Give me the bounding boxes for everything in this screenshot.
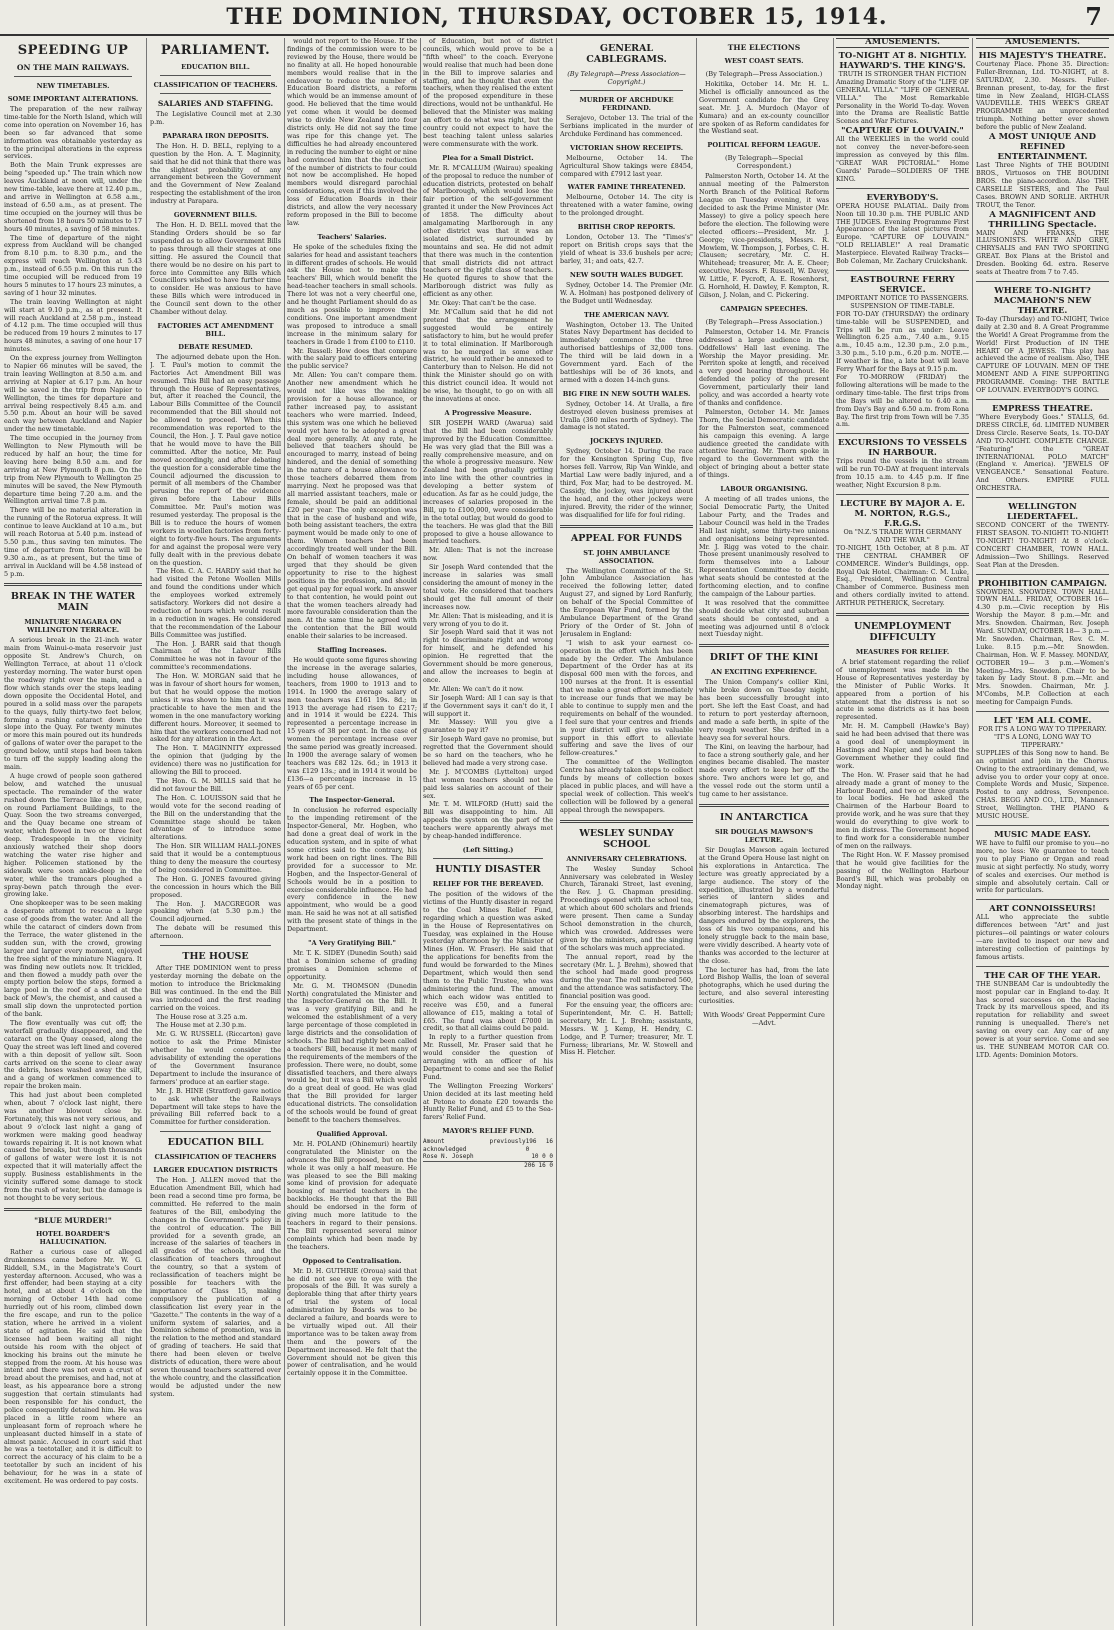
- ad-headline: A MAGNIFICENT AND THRILLING Spectacle.: [988, 209, 1097, 230]
- article-paragraph: "I wish to ask your earnest co-operation in the effort which has been made by the Order. The Ambulance Department of the Order has at its disposal 600 men with the forces, and 100 nurses at the front. It is essential that we make a great effort immediately to increase our funds that we may be able to continue to supply men and the requirements on behalf of the wounded. I feel sure that your centres and friends in your district will give us valuable support in this effort to alleviate suffering and save the lives of our fellow-creatures.": [560, 638, 693, 758]
- subheadline: EDUCATION BILL.: [181, 63, 250, 71]
- column-8: [976, 38, 1109, 1626]
- article-paragraph: would not report to the House. If the findings of the commission were to be reviewed by the House, there would be no finality at all. He hoped honourable members would realise that in the endeavour to reduce the number of Education Board districts, a reform which would be an immense amount of good. He believed that the time would yet come when it would be deemed wise to divide New Zealand into four districts only. He did not say the time was ripe for this change yet. The difficulties he had already encountered in reducing the number to eight or nine had convinced him that the reduction of the number of districts to four could not now be accomplished. He hoped members would disregard parochial considerations, even if this involved the loss of Education Boards in their districts, and allow the very necessary reform proposed in the Bill to become law.: [287, 38, 417, 227]
- article-paragraph: Mr. Russell: How does that compare with the salary paid to officers entering the public service?: [287, 346, 417, 371]
- ad-headline: WHERE TO-NIGHT? MACMAHON'S NEW THEATRE.: [993, 285, 1092, 316]
- article-paragraph: The Hon. H. D. BELL, replying to a question by the Hon. A. T. Maginnity, said that he did not think that there was the slightest probability of any arrangement between the Government and the Government of New Zealand respecting the establishment of the iron industry at Parapara.: [150, 141, 281, 206]
- ad-text: FOR TO-DAY (THURSDAY) the ordinary time-table will be SUSPENDED, and Trips will be run as under: Leave Wellington 6.25 a.m., 7.40 a.m., 9.15 a.m., 10.45 a.m., 12.30 p.m., 2.0 p.m., 3.30 p.m., 5.10 p.m., 6.20 p.m. NOTE.—If weather is fine, a late boat will leave Ferry Wharf for the Bays at 9.15 p.m.: [836, 309, 969, 374]
- byline: (By Telegraph—Press Association.): [705, 70, 823, 78]
- article-paragraph: Rather a curious case of alleged drunkenness came before Mr. W. G. Riddell, S.M., in the Magistrate's Court yesterday afternoon. Accused, who was a first offender, had been staying at a city hotel, and at about 4 o'clock on the morning of October 14th had come hurriedly out of his room, climbed down the fire escape, and run to the police station, where he arrived in a violent state of agitation. He said that the licensee had been waiting all night outside his room with the object of knocking his brains out the minute he stepped from the room. At his house was intent and there was not even a crust of bread about the premises, and had, not at least, as his appearance bore a strong suggestion that certain stimulants had been responsible for his conduct, the police consequently detained him. He was placed in a little room where an unpleasant form of reproach where he unpleasant ducted himself in a state of almost panic. Accused in court said that he was a teetotaller, and it is difficult to correct the accuracy of his claim to be a teetotaller by such an incident of his behaviour, for he was in a state of excitement. He was ordered to pay costs.: [4, 1247, 142, 1486]
- subheadline: ANNIVERSARY CELEBRATIONS.: [566, 854, 687, 863]
- article-paragraph: The Wesley Sunday School Anniversary was celebrated in Wesley Church, Taranaki Street, last evening, the Rev. J. G. Chapman presiding. Proceedings opened with the school tea, at which about 600 scholars and friends were present. Then came a Sunday School demonstration in the church, which was crowded. Addresses were given by the ministers, and the singing of the scholars was much appreciated.: [560, 864, 693, 952]
- advertisement-footnote: With Woods' Great Peppermint Cure —Advt.: [703, 1011, 825, 1028]
- article-paragraph: Sir Joseph Ward said that it was not right to discriminate right and wrong for himself, and he defended his opinion. He regretted that the Government should be more generous, and allow the increases to begin at once.: [423, 628, 553, 684]
- ad-line: FOR IT'S A LONG WAY TO TIPPERARY.: [978, 725, 1107, 734]
- advertisement: [976, 404, 1109, 493]
- article-paragraph: Mr. M'Callum said that he did not pretend that the arrangement he suggested would be entirely satisfactory to him, but he would prefer it to total elimination. If Marlborough was to be merged in some other district, he would rather be annexed to Canterbury than to Nelson. He did not think the Minister should go on with this district council idea. It would not be wise, he thought, to go on with all the innovations at once.: [423, 308, 553, 403]
- section-heading: CAMPAIGN SPEECHES.: [720, 304, 808, 313]
- column-rule: [146, 38, 147, 1626]
- article-paragraph: The Hon. H. D. BELL moved that the Standing Orders should be so far suspended as to allow Government Bills to pass through all their stages at one sitting. He assured the Council that there would be no desire on his part to force into Committee any Bills which Councillors wished to have further time to consider. He was anxious to have these Bills which were introduced in the Council sent down to the other Chamber without delay.: [150, 221, 281, 317]
- subheadline: MEASURES FOR RELIEF.: [855, 648, 950, 657]
- ad-text: THE SUNBEAM Car is undoubtedly the most popular car in England to-day. It has scored successes on the Racing Track by its marvellous speed, and its reputation for reliability and sweet running is unequalled. There's net saving on every car. Any car of any power is at your service. Come and see us. THE SUNBEAM MOTOR CAR CO. LTD. Agents: Dominion Motors.: [976, 979, 1109, 1059]
- article-paragraph: One shopkeeper was to be seen making a desperate attempt to rescue a large case of goods from the water. And all the while the cataract of cinders down from the Terrace, the water glistened in the sudden sun, with the crowd, growing larger and larger every moment, enjoyed the free sight of the miniature Niagara. It was finding new outlets now. It trickled, and then flowed a muddy path over the empty portion below the steps, formed a large pool in the roof of a shed at the back of Mew's, the chemist, and caused a small slip down the unprotected portion of the bank.: [4, 899, 142, 1019]
- section-heading: WATER FAMINE THREATENED.: [567, 183, 686, 192]
- headline: HUNTLY DISASTER: [435, 864, 541, 875]
- article-paragraph: Palmerston, October 14. Mr. Francis addressed a large audience in the Oddfellows' Hall last evening. The Worship the Mayor presiding. Mr. Perriton spoke at length, and received a very good hearing throughout. He defended the policy of the present Government, particularly their land policy, and was accorded a hearty vote of thanks and confidence.: [699, 327, 829, 407]
- column-3: [287, 38, 417, 1626]
- article-paragraph: The Right Hon. W. F. Massey promised that he would give facilities for the passing of the Wellington Harbour Board's Bill, which was probably on Monday night.: [836, 850, 969, 891]
- article-paragraph: The committee of the Wellington Centre has already taken steps to collect funds by means of collection boxes placed in public places, and will have a special week of collection. This week's collection will be followed by a general appeal through the newspapers.: [560, 758, 693, 814]
- article-paragraph: Mr. Massey: Will you give a guarantee to pay it?: [423, 718, 553, 735]
- ad-headline: "CAPTURE OF LOUVAIN.": [841, 126, 964, 137]
- subheadline: CLASSIFICATION OF TEACHERS.: [153, 81, 278, 89]
- article-paragraph: Mr. T. M. WILFORD (Hutt) said the Bill was disappointing to him. All appeals the system on the part of the teachers were apparently always met by cheap-handed indifference.: [423, 800, 553, 841]
- headline: GENERAL CABLEGRAMS.: [586, 43, 667, 65]
- ad-line: IMPORTANT NOTICE TO PASSENGERS.: [836, 293, 969, 302]
- column-6: [699, 38, 829, 1626]
- byline: (By Telegraph—Press Association.): [705, 317, 823, 326]
- article-paragraph: The Hon. G. JONES favoured giving the concession in hours which the Bill proposed.: [150, 874, 281, 899]
- advertisement: [836, 499, 969, 608]
- advertisement: [976, 716, 1109, 821]
- column-7: [836, 38, 969, 1626]
- ad-text: ALL who appreciate the subtle differences between "Art" and just pictures—oil paintings or water colours—are invited to inspect our new and interesting collection of paintings by famous artists.: [976, 913, 1109, 961]
- section-heading: VICTORIAN SHOW RECEIPTS.: [569, 143, 684, 152]
- headline: UNEMPLOYMENT DIFFICULTY: [853, 621, 952, 644]
- section-heading: PAPARARA IRON DEPOSITS.: [162, 131, 269, 140]
- article-paragraph: He spoke of the schedules fixing the salaries for head and assistant teachers in different grades of schools. He would ask the House not to make this teachers' Bill, which would benefit the head-teacher teachers in small schools. There lot was not a very cheerful one, and he thought Parliament should do as much as possible to improve their conditions. One important amendment was proposed to introduce a small increase in the minimum salary for teachers in Grade 1 from £100 to £110.: [287, 242, 417, 346]
- article-paragraph: In reply to a further question from Mr. Russell, Mr. Fraser said that he would consider the question of arranging with an officer of his Department to come and see the Relief Fund.: [423, 1033, 553, 1081]
- article-paragraph: The train leaving Wellington at night will start at 9.10 p.m., as at present. It will reach Auckland at 2.58 p.m., instead of 4.12 p.m. The time occupied will thus be reduced from 19 hours 2 minutes to 17 hours 48 minutes, a saving of one hour 17 minutes.: [4, 297, 142, 354]
- subheadline: AN EXCITING EXPERIENCE.: [710, 668, 818, 677]
- article-paragraph: A meeting of all trades unions, the Social Democratic Party, the United Labour Party, and the Trades and Labour Council was held in the Trades Hall last night, some thirty-two unions and organisations being represented. Mr. J. Rigg was voted to the chair. Those present unanimously resolved to form themselves into a Labour Representation Committee to decide what seats should be contested at the forthcoming election, and to confine the campaign of the Labour parties.: [699, 495, 829, 598]
- column-rule: [972, 38, 973, 1626]
- newspaper-title: THE DOMINION, THURSDAY, OCTOBER 15, 1914.: [226, 4, 888, 30]
- article-paragraph: The Hon. J. ALLEN moved that the Education Amendment Bill, which had been read a second time pro forma, be committed. He referred to the main features of the Bill, embodying the changes in the Government's policy in the control of education. The Bill provided for a seventh grade, an increase of the salaries of teachers in all grades of the schools, and the classification of teachers throughout the country, so that a system of reclassification of teachers might be possible for teachers with the importance of Class 15, making compulsory the publication of a classification list every year in the "Gazette." The contents in the way of a uniform system of salaries, and a Dominion scheme of promotion, was in the relation to the method and standard of grading of teachers. He said that there had been eleven or twelve districts of education, there were about seven thousand teachers scattered over the whole country, and the classification would be adjusted under the new system.: [150, 1176, 281, 1398]
- article-paragraph: A brief statement regarding the relief of unemployment was made in the House of Representatives yesterday by the Minister of Public Works. It appeared from a portion of his statement that the distress is not so acute in some districts as it has been represented.: [836, 658, 969, 722]
- article-paragraph: Mr. D. H. GUTHRIE (Oroua) said that he did not see eye to eye with the proposals of the Bill. It was surely a deplorable thing that after thirty years of trial the system of local administration by Boards was to be declared a failure, and boards were to be virtually wiped out. All their importance was to be taken away from them and the powers of the Department increased. He felt that the Government should not be given this power of centralisation, and he would certainly oppose it in the Committee.: [287, 1266, 417, 1378]
- article-paragraph: The Legislative Council met at 2.30 p.m.: [150, 110, 281, 126]
- ad-line: TRUTH IS STRONGER THAN FICTION: [838, 69, 967, 78]
- advertisement: [836, 275, 969, 429]
- article-paragraph: The Hon. C. A. C. HARDY said that he had visited the Petone Woollen Mills and found the conditions under which the employees worked extremely satisfactory. Workers did not desire a reduction of hours which would result in a reduction in wages. He considered that the recommendation of the Labour Bills Committee was justified.: [150, 567, 281, 639]
- headline: "BLUE MURDER!": [34, 1215, 112, 1225]
- subheadline: RELIEF FOR THE BEREAVED.: [432, 880, 544, 888]
- section-heading: MAYOR'S RELIEF FUND.: [442, 1127, 534, 1136]
- relief-amount: 196 16 0: [525, 1138, 553, 1153]
- ad-text: To-day (Thursday) and TO-NIGHT, Twice daily at 2.30 and 8. A Great Programme the World! A Great Programme from the World! First Production of IN THE HEART OF A JEWESS. This play has achieved the acme of realism. Also, THE CAPTURE OF LOUVAIN. MEN OF THE MOMENT AND A FINE SUPPORTING PROGRAMME. Coming: THE BATTLE OF LOUVAIN. EVERYBODY'S GOING.: [976, 314, 1109, 395]
- article-paragraph: The Wellington Freezing Workers' Union decided at its last meeting held at Petone to donate £20 towards the Huntly Relief Fund, and £5 to the Sea-farers' Relief Fund.: [423, 1081, 553, 1122]
- article-paragraph: The Union Company's collier Kini, while broke down on Tuesday night, has been successfully brought into port. She left the East Coast, and had to return to port yesterday afternoon, and made a safe berth, in spite of the very rough weather. She drifted in a heavy sea for several hours.: [699, 678, 829, 742]
- ad-text: SECOND CONCERT of the TWENTY-FIRST SEASON. TO-NIGHT! TO-NIGHT! TO-NIGHT! TO-NIGHT! At 8 o'clock. CONCERT CHAMBER, TOWN HALL. Admission—Two Shillings. Reserved Seat Plan at the Dresden.: [976, 521, 1109, 569]
- subheadline: WEST COAST SEATS.: [724, 57, 804, 65]
- ad-text: For TO-MORROW (FRIDAY) the following alterations will be made to the ordinary time-table. The first trips from the Bays will be altered to 6.40 a.m. from Day's Bay and 6.50 a.m. from Rona Bay. The first trip from Town will be 7.35 a.m.: [836, 373, 969, 429]
- article-paragraph: Sir Douglas Mawson again lectured at the Grand Opera House last night on his explorations in Antarctica. The lecture was greatly appreciated by a large audience. The story of the expedition, illustrated by a wonderful series of lantern slides and cinematograph pictures, was of absorbing interest. The hardships and dangers endured by the explorers, the loss of his two companions, and his lonely struggle back to the main base, were vividly described. A hearty vote of thanks was accorded to the lecturer at the close.: [699, 845, 829, 965]
- headline: THE HOUSE: [182, 951, 249, 963]
- section-heading: GOVERNMENT BILLS.: [173, 211, 258, 220]
- article-paragraph: Palmerston, October 14. Mr. James Thorn, the Social Democratic candidate for the Palmerston seat, commenced his campaign this evening. A large audience greeted the candidate with attentive hearing. Mr. Thorn spoke in regard to the Government with the object of bringing about a better state of things.: [699, 407, 829, 480]
- article-paragraph: The adjourned debate upon the Hon. J. T. Paul's motion to commit the Factories Act Amendment Bill was resumed. This Bill had an easy passage through the House of Representatives, but, after it reached the Council, the Labour Bills Committee of the Council recommended that the Bill should not be allowed to proceed. When this recommendation was reported to the Council, the Hon. J. T. Paul gave notice that he would move to have the Bill committed. After the notice, Mr. Paul moved accordingly, and after debating the question for a considerable time the Council adjourned the discussion to permit of all members of the Chamber perusing the report of the evidence given before the Labour Bills Committee. Mr. Paul's motion was resumed yesterday. The proposal is the Bill is to reduce the hours of women workers in woollen factories from forty-eight to forty-five hours. The arguments for and against the proposal were very fully dealt with in the previous debate on the question.: [150, 352, 281, 567]
- ad-text: TO-NIGHT, 15th October, at 8 p.m. AT THE CENTRAL CHAMBER OF COMMERCE. Winder's Buildings, opp. Royal Oak Hotel. Chairman: C. M. Luke, Esq., President, Wellington Central Chamber of Commerce. Business men and others cordially invited to attend. ARTHUR PETHERICK, Secretary.: [836, 543, 969, 608]
- article-paragraph: The Hon. G. M. MILLS said that he did not favour the Bill.: [150, 776, 281, 793]
- column-rule: [833, 38, 834, 1626]
- article-paragraph: The House rose at 3.25 a.m.: [156, 1012, 248, 1021]
- relief-total-row: [423, 1161, 553, 1170]
- headline: WESLEY SUNDAY SCHOOL: [579, 827, 674, 850]
- column-1: [4, 38, 142, 1626]
- relief-amount: 206 16 0: [524, 1161, 553, 1169]
- ad-text: Amazing Dramatic Story of the "LIFE OF GENERAL VILLA." "LIFE OF GENERAL VILLA." The Most Remarkable Personality in the World To-day. Woven into the Drama are Realistic Battle Scenes and War Pictures.: [836, 77, 969, 126]
- article-paragraph: Sir Joseph Ward contended that the increase in salaries was small considering the amount of money in the total vote. He considered that teachers should get the full amount of their increases now.: [423, 563, 553, 611]
- column-rule: [696, 38, 697, 1626]
- ad-text: "Where Everybody Goes." STALLS, 6d. DRESS CIRCLE, 6d. LIMITED NUMBER Dress Circle. Reserve Seats, 1s. TO-DAY AND TO-NIGHT. COMPLETE CHANGE. "Featuring" the "GREAT INTERNATIONAL POLO MATCH" (England v. America). "JEWELS OF VENGEANCE." Sensational Feature. And Others. EMPIRE FULL ORCHESTRA.: [976, 413, 1109, 493]
- ad-line: On "N.Z.'S TRADE WITH GERMANY AND THE WAR.": [843, 527, 962, 544]
- section-heading: NEW SOUTH WALES BUDGET.: [569, 270, 684, 279]
- advertisement: [836, 438, 969, 490]
- advertisement: [836, 51, 969, 184]
- ad-headline: EXCURSIONS TO VESSELS IN HARBOUR.: [838, 438, 967, 459]
- column-2: [150, 38, 281, 1626]
- article-paragraph: He would quote some figures showing the increase in the average salaries, including house allowances, of teachers, from 1900 to 1913 and to 1914. In 1900 the average salary of men teachers was £161 19s. 8d.; in 1913 the average had risen to £217; and in 1914 it would be £224. This represented a percentage increase in 15 years of 38 per cent. In the case of women the percentage increase over the same period was greatly increased. In 1900 the average salary of women teachers was £82 12s. 6d.; in 1913 it was £129 13s.; and in 1914 it would be £136—a percentage increase in 15 years of 65 per cent.: [287, 656, 417, 791]
- article-paragraph: Mr. J. B. HINE (Stratford) gave notice to ask whether the Railways Department will take steps to have the prevailing Bill referred back to a Committee for further consideration.: [150, 1086, 281, 1127]
- article-paragraph: SIR JOSEPH WARD (Awarua) said that the Bill had been considerably improved by the Education Committee. He was very glad that the Bill was a really comprehensive measure, and on the whole a progressive measure. New Zealand had been gradually getting into line with the other countries in developing a better system of education. As far as he could judge, the increases of salaries proposed in the Bill, up to £100,000, were considerable in the total outlay, but would do good to the teachers. He was glad that the Bill proposed to give a house allowance to married teachers.: [423, 418, 553, 546]
- article-paragraph: In conclusion he referred especially to the impending retirement of the Inspector-General, Mr. Hogben, who had done a great deal of work in the education system, and in spite of what some critics said to the contrary, his work had been on right lines. The Bill provided for a successor to Mr. Hogben, and the Inspector-General of Schools would be in a position to exercise considerable influence. He had every confidence in the new appointment, who would be a good man. He said he was not at all satisfied with the present state of things in the Department.: [287, 806, 417, 934]
- article-paragraph: Hokitika, October 14. Mr. H. L. Michel is officially announced as the Government candidate for the Grey seat. Mr. J. A. Murdoch (Mayor of Kumara) and an ex-county councillor are spoken of as Reform candidates for the Westland seat.: [699, 80, 829, 136]
- advertisement: [836, 193, 969, 266]
- section-heading: Qualified Approval.: [316, 1129, 388, 1138]
- article-paragraph: Melbourne, October 14. The Agricultural Show takings were £8454, compared with £7912 last year.: [560, 153, 693, 178]
- article-paragraph: After THE DOMINION went to press yesterday morning the debate on the motion to introduce the Brickmaking Bill was continued. In the end the Bill was introduced and the first reading carried on the voices.: [150, 964, 281, 1012]
- article-paragraph: Mr. H. POLAND (Ohinemuri) heartily congratulated the Minister on the advances the Bill proposed, but on the whole it was only a half measure. He was pleased to see the Bill making some kind of provision for adequate housing of married teachers in the backblocks. He thought that the Bill should be endorsed in the form of giving much more latitude to the teachers in regard to their pensions. The Bill represented several minor complaints which had been made by the teachers.: [287, 1139, 417, 1251]
- article-paragraph: For the ensuing year, the officers are: Superintendent, Mr. C. H. Battell; secretary, Mr. L. J. Brehm; assistants, Messrs. W. J. Kemp, H. Hendry, C. Lodge, and P. Turner; treasurer, Mr. T. Furness; librarians, Mr. W. Stowell and Miss H. Fletcher.: [560, 1001, 693, 1057]
- advertisement: [976, 51, 1109, 277]
- article-paragraph: The time occupied in the journey from Wellington to New Plymouth will be reduced by half an hour, the time for leaving here being 8.50 a.m. and for arriving at New Plymouth 8 p.m. On the trip from New Plymouth to Wellington 25 minutes will be saved, the New Plymouth departure time being 7.20 a.m. and the Wellington arrival time 7.8 p.m.: [4, 434, 142, 506]
- article-paragraph: The House met at 2.30 p.m.: [156, 1021, 247, 1030]
- relief-amount: 10 0 0: [531, 1153, 553, 1161]
- column-rule: [420, 38, 421, 1626]
- article-paragraph: The preparation of the new railway time-table for the North Island, which will come into operation on November 16, has been so far advanced that some information was obtainable yesterday as to the principal alterations in the express services.: [4, 105, 142, 161]
- subheadline: SIR DOUGLAS MAWSON'S LECTURE.: [714, 827, 814, 844]
- headline: THE ELECTIONS: [727, 43, 801, 52]
- amusements-header: AMUSEMENTS.: [836, 38, 969, 48]
- subheadline: SOME IMPORTANT ALTERATIONS.: [7, 95, 139, 103]
- headline: BREAK IN THE WATER MAIN: [10, 591, 136, 614]
- article-paragraph: On the express journey from Wellington to Napier 66 minutes will be saved, the train leaving Wellington at 8.50 a.m. and arriving at Napier at 6.17 p.m. An hour will be saved in the trip from Napier to Wellington, the times for departure and arrival being respectively 8.45 a.m. and 5.50 p.m. About an hour will be saved each way between Auckland and Napier under the new timetable.: [4, 354, 142, 434]
- article-paragraph: A huge crowd of people soon gathered below, and watched the unusual spectacle. The remainder of the water rushed down the Terrace like a mill race, on round Parliament Buildings, to the Quay. Soon the two streams converged, and the Quay became one stream of water, which flowed in two or three feet deep. Tradespeople in the vicinity anxiously watched their shop doors watching the water rise higher and higher. Policemen stationed by the sidewalk were soon ankle-deep in the water, while the tramcars ploughed a spray-bewn patch through the ever-growing lake.: [4, 771, 142, 899]
- ad-text: SNOWDEN. SNOWDEN. TOWN HALL. TOWN HALL. FRIDAY, OCTOBER 16— 4.30 p.m.—Civic reception by His Worship the Mayor. 8 p.m.—Mr. and Mrs. Snowden. Chairman, Rev. Joseph Ward. SUNDAY, OCTOBER 18— 3 p.m.—Mr. Snowden. Chairman, Rev. C. M. Luke. 8.15 p.m.—Mr. Snowden. Chairman, Hon. W. F. Massey. MONDAY, OCTOBER 19— 3 p.m.—Women's Meeting—Mrs. Snowden. Chair to be taken by Lady Stout. 8 p.m.—Mr. and Mrs. Snowden. Chairman, Mr. J. M'Combs, M.P. Collection at each meeting for Campaign Funds.: [976, 587, 1109, 707]
- section-heading: THE AMERICAN NAVY.: [583, 310, 670, 319]
- headline: EDUCATION BILL: [167, 1137, 264, 1149]
- article-paragraph: The Hon. W. Fraser said that he had already made a grant of money to the Harbour Board, and two or three grants to local bodies. He had asked the Chairmen of the Harbour Board to provide work, and he was sure that they would do everything to give work to men in distress. The Government hoped to find work for a considerable number of men on the railways.: [836, 770, 969, 850]
- article-paragraph: There will be no material alteration in the running of the Rotorua express. It will continue to leave Auckland at 10 a.m., but will reach Rotorua at 5.40 p.m. instead of 5.50 p.m., thus saving ten minutes. The time of departure from Rotorua will be 9.30 a.m., as at present, but the time of arrival in Auckland will be 4.58 instead of 5 p.m.: [4, 506, 142, 578]
- headline: PARLIAMENT.: [160, 43, 271, 58]
- article-paragraph: Melbourne, October 14. The city is threatened with a water famine, owing to the prolonged drought.: [560, 193, 693, 218]
- ad-text: MAIN AND FRANKS, THE ILLUSIONISTS. WHITE AND GREY, CHRYSALIS and FAN TWO SPORTING GREAT. Box Plans at the Bristol and Dresden. Booking 6d. extra. Reserve seats at Theatre from 7 to 7.45.: [976, 228, 1109, 277]
- section-heading: MURDER OF ARCHDUKE FERDINAND.: [579, 96, 674, 112]
- article-paragraph: Mr. Allen: We can't do it now.: [429, 684, 524, 693]
- section-heading: "A Very Gratifying Bill.": [308, 938, 396, 947]
- article-paragraph: The Hon. W. MORGAN said that he was in favour of short hours for women, but that he would oppose the motion unless it was shown to him that it was practicable to have the men and the women in the one manufactory working different hours. Moreover, it seemed to him that the workers concerned had not asked for any alteration in the Act.: [150, 672, 281, 744]
- advertisement: [976, 904, 1109, 961]
- section-heading: Plea for a Small District.: [442, 153, 534, 162]
- article-paragraph: Mr. H. M. Campbell (Hawke's Bay) said he had been advised that there was a good deal of unemployment in Hastings and Napier, and he asked the Government whether they could find work.: [836, 722, 969, 770]
- section-heading: (Left Sitting.): [462, 846, 514, 854]
- headline: DRIFT OF THE KINI: [709, 652, 819, 664]
- section-heading: BRITISH CROP REPORTS.: [577, 223, 676, 232]
- byline: (By Telegraph—Special Correspondent.): [725, 154, 803, 171]
- article-paragraph: The lecturer has had, from the late Lord Bishop Wallis, the loan of several photographs, which he used during the lecture, and also several interesting curiosities.: [699, 965, 829, 1006]
- advertisement: [976, 971, 1109, 1060]
- relief-label: Amount previously acknowledged: [423, 1138, 526, 1153]
- article-paragraph: The Kini, on leaving the harbour, had to face a strong southerly gale, and her engines became disabled. The master made every effort to keep her off the shore. Two anchors were let go, and the vessel rode out the storm until a tug came to her assistance.: [699, 742, 829, 799]
- article-paragraph: This had just about been completed when, about 7 o'clock last night, there was another blowout close by. Fortunately, this was not very serious, and about 9 o'clock last night a gang of workmen were making good headway towards repairing it. It is not known what caused the breaks, but though thousands of gallons of water were lost it is not expected that it will materially affect the supply. Business establishments in the vicinity suffered some damage to stock from the rush of water, but the damage is not thought to be very serious.: [4, 1091, 142, 1202]
- article-paragraph: The Hon. J. MACGREGOR was speaking when (at 5.30 p.m.) the Council adjourned.: [150, 899, 281, 924]
- article-paragraph: Mr. Allen: That is not the increase now.: [423, 546, 553, 563]
- ad-headline: EMPRESS THEATRE.: [992, 404, 1093, 414]
- subheadline: ON THE MAIN RAILWAYS.: [16, 63, 130, 72]
- column-rule: [556, 38, 557, 1626]
- article-paragraph: A serious break in the 21-inch water main from Wainui-o-mata reservoir just opposite St. Andrew's Church, on Wellington Terrace, at about 11 o'clock yesterday morning. The water burst open the roadway right over the main, and a flow which stands over the steps leading down opposite the Occidental Hotel, and poured in a solid mass over the parapets to the quays, fully thirty-two feet below, forming a rushing cataract down the slope into the Quay. For twenty minutes or more this main poured out its hundreds of gallons of water over the parapet to the ground below, until steps had been taken to turn off the supply leading along the main.: [4, 636, 142, 771]
- article-paragraph: The debate will be resumed this afternoon.: [150, 924, 281, 941]
- ad-text: Trips round the vessels in the stream will be run TO-DAY at frequent intervals from 10.15 a.m. to 4.45 p.m. If fine weather, Night Excursion 8 p.m.: [836, 457, 969, 490]
- section-heading: Opposed to Centralisation.: [302, 1256, 402, 1265]
- advertisement: [976, 502, 1109, 569]
- subheadline: MINIATURE NIAGARA ON WILLINGTON TERRACE.: [24, 618, 122, 635]
- ad-headline: LET 'EM ALL COME.: [993, 716, 1092, 727]
- ad-text: SUPPLIES of this Song now to hand. Be an optimist and join in the Chorus. Owing to the extraordinary demand, we advise you to order your copy at once. Complete Words and Music, Sixpence. Posted to any address, Sevenpence. CHAS. BEGG AND CO., LTD., Manners Street, Wellington. THE PIANO & MUSIC HOUSE.: [976, 748, 1109, 821]
- subheadline: HOTEL BOARDER'S HALLUCINATION.: [36, 1229, 110, 1246]
- relief-row: [423, 1153, 553, 1161]
- relief-fund-table: [423, 1138, 553, 1169]
- ad-headline: EVERYBODY'S.: [866, 192, 939, 203]
- article-paragraph: of Education, but not of district councils, which would prove to be a "fifth wheel" to the coach. Everyone would realise that much had been done in the Bill to improve salaries and staffing, and he thought that even the teachers, when they realised the extent of the proposed expenditure in these directions, would not be unthankful. He believed that the Minister was making an effort to do what was right, but the country could not expect to have the best teaching talent unless salaries were commensurate with the work.: [423, 38, 553, 148]
- article-paragraph: Serajevo, October 13. The trial of the Serbians implicated in the murder of Archduke Ferdinand has commenced.: [560, 114, 693, 138]
- ad-headline: THE CAR OF THE YEAR.: [984, 970, 1101, 981]
- subheadline: NEW TIMETABLES.: [36, 82, 110, 90]
- article-paragraph: The Hon. SIR WILLIAM HALL-JONES said that it would be a contemptuous thing to deny the measure the courtesy of being considered in Committee.: [150, 842, 281, 874]
- article-paragraph: Mr. J. M'COMBS (Lyttelton) urged that women teachers should not be paid less salaries on account of their sex.: [423, 767, 553, 800]
- ad-line: SUSPENSION OF TIME-TABLE.: [850, 301, 955, 310]
- subheadline: ST. JOHN AMBULANCE ASSOCIATION.: [583, 548, 670, 565]
- relief-row: [423, 1138, 553, 1153]
- article-paragraph: Mr. Allen: You can't compare them. Another new amendment which he would not like was the making provision for a house allowance, or rather increased pay, to assistant teachers who were married. Indeed, this system was one which he believed would yet have to be adopted a great deal more generally. At any rate, he believed that teachers should be encouraged to marry, instead of being hindered, and the denial of something in the nature of a house allowance to those teachers debarred them from marrying. Next he proposed was that all married assistant teachers, male or female, should be paid an additional £20 per year. The only exception was that in the case of husband and wife, both being assistant teachers, the extra payment would be made only to one of them. Women teachers had been accordingly treated well under the Bill. On behalf of women teachers it was urged that they should be given opportunity to rise to the highest positions in the profession, and should get equal pay for equal work. In answer to that contention, he would point out that the women teachers already had more favourable consideration than the men. At the same time he agreed with the contention that the Bill would enable their salaries to be increased.: [287, 371, 417, 641]
- ad-text: OPERA HOUSE PALATIAL. Daily from Noon till 10.30 p.m. THE PUBLIC AND THE JUDGES. Evening Programme First Appearance of the latest pictures from Europe. "CAPTURE OF LOUVAIN." "OLD RELIABLE!" A real Dramatic Masterpiece. Elevated Railway Tracks—Bob Coleman, Mr. Zachary Cruickshank.: [836, 201, 969, 266]
- headline: IN ANTARCTICA: [719, 811, 809, 823]
- article-paragraph: Sir Joseph Ward gave no promise, but regretted that the Government should be so hard on the teachers, who he believed had made a very strong case.: [423, 735, 553, 767]
- article-paragraph: The Hon. T. MAGINNITY expressed the opinion that (judging by the evidence) there was no justification for allowing the Bill to proceed.: [150, 744, 281, 777]
- column-5: [560, 38, 693, 1626]
- ad-text: Last Three Nights of THE BOUDINI BROS., Virtuosos on THE BOUDINI BROS. the piano-accordion. Also THE CARSELLE SISTERS, and The Paul Cases. BROWN AND SORLIE. ARTHUR TROUT, the Tenor.: [976, 161, 1109, 209]
- ad-headline: EASTBOURNE FERRY SERVICE.: [850, 274, 955, 295]
- masthead: [0, 0, 1114, 36]
- article-paragraph: Sydney, October 14. During the race for the Kensington Spring Cup, five horses fell. Varrow, Rip Van Winkle, and Martial Law were badly injured, and a third, Fox Mar, had to be destroyed. M. Cassidy, the jockey, was injured about the head, and the other jockeys were injured. Brevity, the rider of the winner, was disqualified for life for foul riding.: [560, 447, 693, 519]
- section-heading: Teachers' Salaries.: [317, 232, 387, 241]
- article-paragraph: The time of departure of the night express from Auckland will be changed from 8.10 p.m. to 8.30 p.m., and the express will reach Wellington at 5.43 p.m., instead of 6.55 p.m. On this run the time occupied will be reduced from 19 hours 5 minutes to 17 hours 23 minutes, a saving of 1 hour 32 minutes.: [4, 233, 142, 297]
- article-paragraph: Mr. Allen: That is misleading, and it is very wrong of you to do it.: [423, 611, 553, 628]
- section-heading: BIG FIRE IN NEW SOUTH WALES.: [562, 389, 691, 398]
- amusements-header: AMUSEMENTS.: [976, 38, 1109, 48]
- headline: SPEEDING UP: [17, 43, 129, 58]
- article-paragraph: Sir Joseph Ward: All I can say is that if the Government says it can't do it, I will support it.: [423, 693, 553, 718]
- article-paragraph: Mr. T. K. SIDEY (Dunedin South) said that a Dominion scheme of grading promises a Dominion scheme of opportunity.: [287, 948, 417, 981]
- article-paragraph: Sydney, October 14. The Premier (Mr. W. A. Holman) has postponed delivery of the Budget until Wednesday.: [560, 280, 693, 305]
- ad-headline: LECTURE BY MAJOR A. E. M. NORTON, R.G.S., F.R.G.S.: [840, 498, 965, 529]
- section-heading: JOCKEYS INJURED.: [590, 437, 663, 446]
- article-paragraph: The Wellington Committee of the St. John Ambulance Association has received the following letter, dated August 27, and signed by Lord Ranfurly, on behalf of the Special Committee of the European War Fund, formed by the Ambulance Department of the Grand Priory of the Order of St. John of Jerusalem in England:: [560, 566, 693, 638]
- article-paragraph: The flow eventually was cut off; the waterfall gradually disappeared, and the cataract on the Quay ceased, along the Quay the street was left lined and covered with a thin deposit of yellow silt. Soon carts arrived on the scene to clear away the debris, hoses washed away the silt, and a gang of workmen commenced to repair the broken main.: [4, 1018, 142, 1091]
- byline: (By Telegraph—Press Association—Copyright.): [567, 70, 686, 86]
- section-heading: FACTORIES ACT AMENDMENT BILL.: [157, 321, 274, 338]
- section-heading: POLITICAL REFORM LEAGUE.: [707, 141, 821, 150]
- article-paragraph: Mr. G. W. RUSSELL (Riccarton) gave notice to ask the Prime Minister whether he would consider the advisability of extending the operations of the Government Insurance Department to include the insurance of farmers' produce at an earlier stage.: [150, 1030, 281, 1086]
- section-heading: A Progressive Measure.: [444, 408, 532, 417]
- section-heading: LABOUR ORGANISING.: [720, 485, 808, 494]
- ad-headline: WELLINGTON LIEDERTAFEL.: [1006, 502, 1079, 523]
- advertisement: [976, 579, 1109, 708]
- ad-headline: TO-NIGHT AT 8. NIGHTLY. HAYWARD'S. THE KING'S.: [838, 50, 967, 71]
- article-paragraph: The Hon. J. BARR said that though Chairman of the Labour Bills Committee he was not in favour of the committee's recommendations.: [150, 639, 281, 672]
- ad-headline: A MOST UNIQUE AND REFINED ENTERTAINMENT.: [989, 132, 1096, 163]
- article-paragraph: London, October 13. The "Times's" report on British crops says that the yield of wheat is 33.6 bushels per acre; barley, 31; and oats, 42.7.: [560, 233, 693, 265]
- ad-line: "IT'S A LONG, LONG WAY TO TIPPERARY.": [993, 733, 1092, 749]
- ad-text: WE have to fulfil our promise to you—no more, no less: We guarantee to teach you to play Piano or Organ and read music at sight perfectly. No study, worry of scales and exercises. Our method is simple and absolutely certain. Call or write for particulars.: [976, 838, 1109, 895]
- ad-headline: MUSIC MADE EASY.: [994, 829, 1091, 840]
- section-heading: The Inspector-General.: [309, 796, 395, 805]
- article-paragraph: Sydney, October 14. At Uralla, a fire destroyed eleven business premises at Uralla (360 miles north of Sydney). The damage is not stated.: [560, 399, 693, 432]
- article-paragraph: Mr. Okey: That can't be the case.: [429, 299, 537, 308]
- relief-label: Rose N. Joseph: [423, 1153, 474, 1161]
- article-paragraph: The Hon. C. LOUISSON said that he would vote for the second reading of the Bill on the understanding that the Committee stage should be taken advantage of to introduce some alterations.: [150, 793, 281, 842]
- page-number: 7: [1085, 2, 1102, 31]
- article-paragraph: Mr. G. M. THOMSON (Dunedin North) congratulated the Minister and the Inspector-General on the Bill. It was a very gratifying Bill, and he welcomed the establishment of a very large percentage of those completed in large districts and the consolidation of schools. The Bill had rightly been called a teachers' Bill, because it met many of the requirements of the members of the profession. There were, no doubt, some dissatisfied teachers, and there always would be, but it was a Bill which would do a great deal of good. He was glad that the Bill provided for larger educational districts. The consolidation of the schools would be found of great benefit to the teachers themselves.: [287, 981, 417, 1124]
- article-paragraph: Mr. R. M'CALLUM (Wairau) speaking of the proposal to reduce the number of education districts, protested on behalf of Marlborough, which would lose the fair portion of the self-government granted it under the New Provinces Act of 1858. The difficulty about amalgamating Marlborough in any other district was that it was an isolated district, surrounded by mountains and sea. He did not admit that there was much in the contention that small districts did not attract teachers or the right class of teachers. He quoted figures to show that the Marlborough district was fully as efficient as any other.: [423, 163, 553, 299]
- article-paragraph: The position of the widows of the victims of the Huntly disaster in regard to the Coal Mines Relief Fund, regarding which a question was asked in the House of Representatives on Tuesday, was explained in the House yesterday afternoon by the Minister of Mines (Hon. W. Fraser). He said that the applications for benefits from the fund would be forwarded to the Mines Department, which would then send them to the Public Trustee, who was administering the fund. The amount which each widow was entitled to receive was £50, and a funeral allowance of £15, making a total of £65. The fund was about £7000 in credit, so that all claims could be paid.: [423, 890, 553, 1033]
- section-heading: Staffing Increases.: [317, 646, 387, 655]
- subheadline: SALARIES AND STAFFING.: [157, 99, 274, 108]
- ad-headline: ART CONNOISSEURS!: [989, 904, 1096, 915]
- ad-text: All the WEEKLIES in the world could not convey the never-before-seen impression as conveyed by this film. "GREAT WAR PICTORIAL." Home Guards' Parade—SOLDIERS OF THE KING.: [836, 135, 969, 183]
- article-paragraph: Palmerston North, October 14. At the annual meeting of the Palmerston North Branch of the Political Reform League on Tuesday evening, it was decided to ask the Prime Minister (Mr. Massey) to give a policy speech here before the election. The following were elected officers:—President, Mr. J. George; vice-presidents, Messrs. R. Mowlem, W. Thompson, J. Forbes, C. H. Clausen; secretary, Mr. C. H. Whitehead; treasurer, Mr. A. E. Cheer; executive, Messrs. F. Russell, W. Davey, W. Little, F. Pycroft, A. E. Rosenhorst, G. Hornhold, H. Dawley, F. Kempton, R. Gilson, J. Nolan, and C. Pickering.: [699, 172, 829, 299]
- advertisement: [976, 286, 1109, 395]
- column-4: [423, 38, 553, 1626]
- ad-headline: HIS MAJESTY'S THEATRE.: [978, 50, 1107, 61]
- subheadline: LARGER EDUCATION DISTRICTS: [153, 1166, 278, 1175]
- article-paragraph: Washington, October 13. The United States Navy Department has decided to immediately commence the three authorised battleships of 32,000 tons. The third will be laid down in a Government yard. Each of the battleships will be of 36 knots, and armed with a dozen 14-inch guns.: [560, 320, 693, 384]
- column-rule: [284, 38, 285, 1626]
- ad-text: Courtenay Place. Phone 35. Direction: Fuller-Brennan, Ltd. TO-NIGHT, at 8. SATURDAY, 2.30. Messrs. Fuller-Brennan present, to-day, for the first time in New Zealand, HIGH-CLASS VAUDEVILLE. THIS WEEK'S GREAT PROGRAMME an unprecedented triumph. Nothing better ever shown before the public of New Zealand.: [976, 59, 1109, 132]
- article-paragraph: It was resolved that the committee should decide what city and suburban seats should be contested, and a meeting was adjourned until 8 o'clock next Tuesday night.: [699, 598, 829, 639]
- headline: APPEAL FOR FUNDS: [570, 532, 683, 544]
- article-paragraph: Both the Main Trunk expresses are being "speeded up." The train which now leaves Auckland at noon will, under the new time-table, leave there at 12.40 p.m., and arrive in Wellington at 6.58 a.m., instead of 6.50 a.m., as at present. The time occupied on the journey will thus be shortened from 18 hours 50 minutes to 17 hours 40 minutes, a saving of 58 minutes.: [4, 161, 142, 233]
- advertisement: [976, 830, 1109, 895]
- subheadline: CLASSIFICATION OF TEACHERS: [154, 1153, 277, 1162]
- ad-headline: PROHIBITION CAMPAIGN.: [977, 578, 1108, 589]
- article-paragraph: The annual report, read by the secretary (Mr. L. J. Brehm), showed that the school had made good progress during the year. The roll numbered 560, and the attendance was satisfactory. The financial position was good.: [560, 952, 693, 1001]
- section-heading: DEBATE RESUMED.: [178, 342, 253, 351]
